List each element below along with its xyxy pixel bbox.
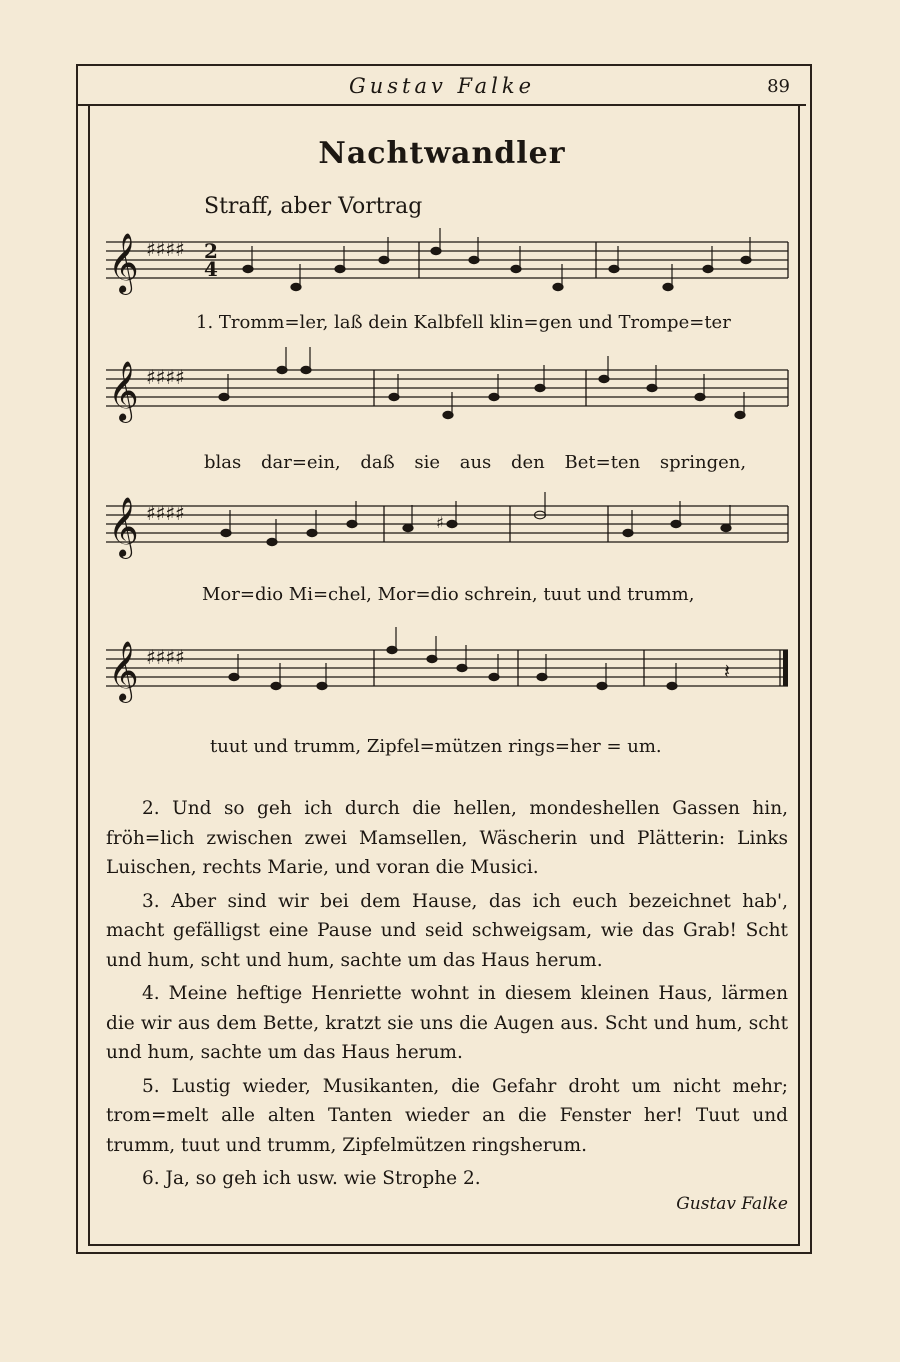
header-bar <box>78 66 806 106</box>
lyrics-line-3: Mor=dio Mi=chel, Mor=dio schrein, tuut und trumm, <box>202 584 695 605</box>
quarter-rest-icon: 𝄽 <box>724 659 731 683</box>
treble-clef-icon: 𝄞 <box>108 497 139 557</box>
key-signature-sharps: ♯♯♯♯ <box>146 501 185 525</box>
treble-clef-icon: 𝄞 <box>108 361 139 421</box>
treble-clef-icon: 𝄞 <box>108 233 139 293</box>
stanzas-block <box>106 794 788 1198</box>
stanza-5: 5. Lustig wieder, Musikanten, die Gefahr droht um nicht mehr; trom=melt alle alten Tanten wieder an die Fenster her! Tuut und trumm, tuut und trumm, Zipfelmützen ringsherum. <box>106 1075 788 1156</box>
staff-2 <box>96 340 796 460</box>
page-number: 89 <box>767 76 790 97</box>
final-barline <box>783 650 788 686</box>
music-system-1 <box>96 212 796 333</box>
running-head: Gustav Falke <box>348 74 536 98</box>
stanza-4: 4. Meine heftige Henriette wohnt in diesem kleinen Haus, lärmen die wir aus dem Bette, kratzt sie uns die Augen aus. Scht und hum, scht und hum, sachte um das Haus herum. <box>106 983 788 1063</box>
treble-clef-icon: 𝄞 <box>108 641 139 701</box>
staff-1 <box>96 212 796 322</box>
sharp-accidental: ♯ <box>436 513 444 532</box>
lyrics-line-2: blas dar=ein, daß sie aus den Bet=ten springen, <box>204 452 747 473</box>
stanza-6: 6. Ja, so geh ich usw. wie Strophe 2. <box>142 1168 481 1189</box>
lyrics-line-1: 1. Tromm=ler, laß dein Kalbfell klin=gen und Trompe=ter <box>196 312 731 333</box>
music-system-2 <box>96 340 796 480</box>
time-sig-top: 2 <box>204 239 218 263</box>
music-system-3 <box>96 476 796 616</box>
author-signature: Gustav Falke <box>676 1194 788 1214</box>
song-title: Nachtwandler <box>318 136 566 171</box>
stanza-2: 2. Und so geh ich durch die hellen, mondeshellen Gassen hin, fröh=lich zwischen zwei Mamsellen, Wäscherin und Plätterin: Links Luischen, rechts Marie, und voran die Musici. <box>106 798 788 878</box>
staff-4 <box>96 620 796 730</box>
key-signature-sharps: ♯♯♯♯ <box>146 365 185 389</box>
stanza-3: 3. Aber sind wir bei dem Hause, das ich euch bezeichnet hab', macht gefälligst eine Pause und seid schweigsam, wie das Grab! Scht und hum, scht und hum, sachte um das Haus herum. <box>106 890 788 971</box>
time-sig-bottom: 4 <box>204 257 218 281</box>
music-system-4 <box>96 620 796 770</box>
lyrics-line-4: tuut und trumm, Zipfel=mützen rings=her = um. <box>210 736 662 757</box>
key-signature-sharps: ♯♯♯♯ <box>146 645 185 669</box>
staff-3 <box>96 476 796 586</box>
tempo-marking: Straff, aber Vortrag <box>204 194 423 219</box>
key-signature-sharps: ♯♯♯♯ <box>146 237 185 261</box>
